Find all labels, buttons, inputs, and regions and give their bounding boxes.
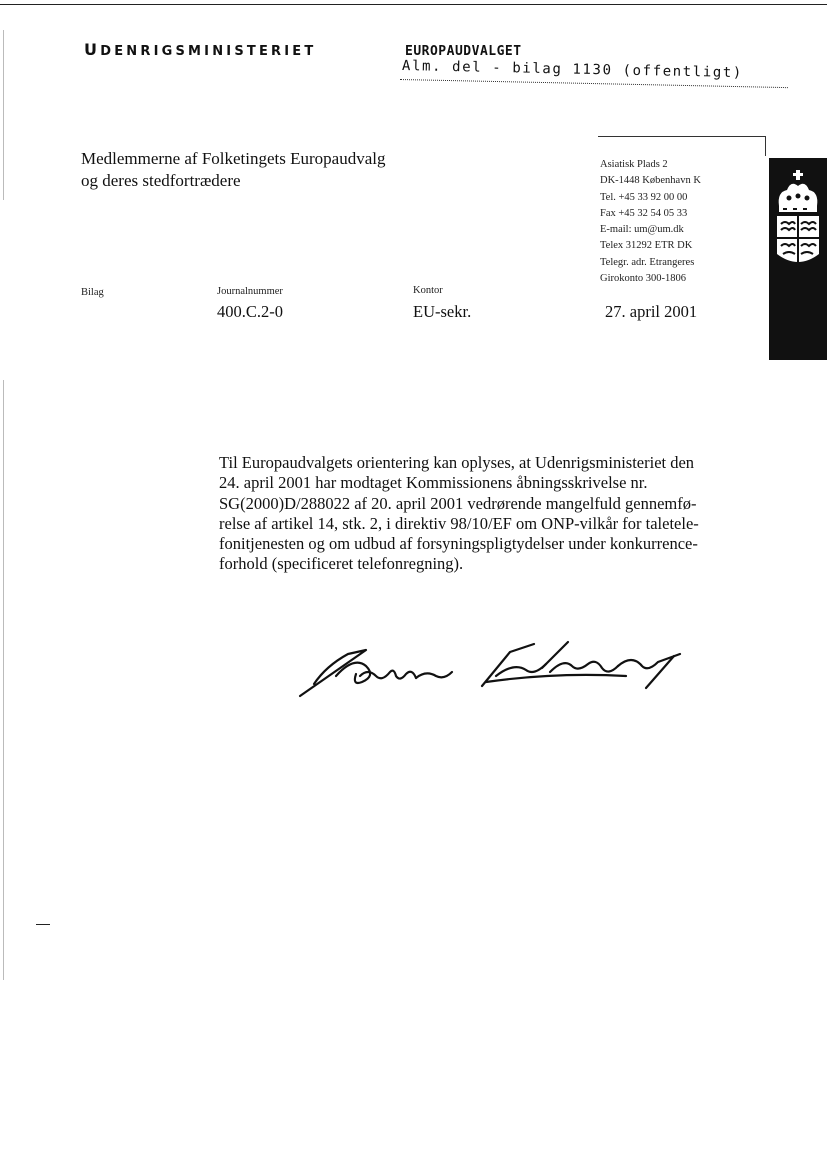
address-postal: DK-1448 København K (600, 175, 701, 187)
letter-body (219, 453, 749, 575)
body-line: SG(2000)D/288022 af 20. april 2001 vedrørende mangelfuld gennemfø- (219, 493, 697, 513)
body-line: 24. april 2001 har modtaget Kommissionens åbningsskrivelse nr. (219, 473, 648, 493)
letter-date: 27. april 2001 (605, 302, 698, 321)
recipient-line-2: og deres stedfortrædere (81, 171, 241, 190)
kontor-value: EU-sekr. (413, 302, 472, 321)
royal-crest-icon (769, 166, 827, 276)
scan-margin-line (3, 380, 4, 980)
sender-address (600, 157, 701, 287)
address-top-rule (598, 136, 766, 137)
top-rule (0, 4, 827, 5)
crest-band (769, 158, 827, 360)
ministry-first-letter: U (84, 40, 101, 59)
committee-stamp: EUROPAUDVALGET (405, 44, 522, 59)
handwritten-signature (296, 636, 686, 706)
document-reference-stamp: Alm. del - bilag 1130 (offentligt) (401, 58, 744, 82)
bilag-label: Bilag (81, 287, 104, 298)
address-street: Asiatisk Plads 2 (600, 159, 668, 170)
body-line: relse af artikel 14, stk. 2, i direktiv 98/10/EF om ONP-vilkår for taletele- (219, 513, 699, 533)
scan-margin-line (3, 30, 4, 200)
scan-mark (36, 924, 50, 925)
recipient-block (81, 148, 386, 192)
ministry-name (84, 40, 316, 59)
address-giro: Girokonto 300-1806 (600, 273, 687, 285)
address-corner-rule (765, 136, 766, 156)
body-line: forhold (specificeret telefonregning). (219, 554, 464, 574)
journal-label: Journalnummer (217, 286, 283, 297)
address-telex: Telex 31292 ETR DK (600, 240, 693, 252)
kontor-label: Kontor (413, 285, 443, 296)
journal-number: 400.C.2-0 (217, 302, 283, 321)
ministry-rest: DENRIGSMINISTERIET (100, 44, 317, 59)
recipient-line-1: Medlemmerne af Folketingets Europaudvalg (81, 149, 386, 168)
address-telegram: Telegr. adr. Etrangeres (600, 256, 695, 268)
address-phone: Tel. +45 33 92 00 00 (600, 191, 688, 203)
body-line: Til Europaudvalgets orientering kan oplyses, at Udenrigsministeriet den (219, 453, 695, 472)
body-line: fonitjenesten og om udbud af forsyningspligtydelser under konkurrence- (219, 534, 698, 554)
address-fax: Fax +45 32 54 05 33 (600, 207, 688, 219)
address-email: E-mail: um@um.dk (600, 224, 684, 236)
